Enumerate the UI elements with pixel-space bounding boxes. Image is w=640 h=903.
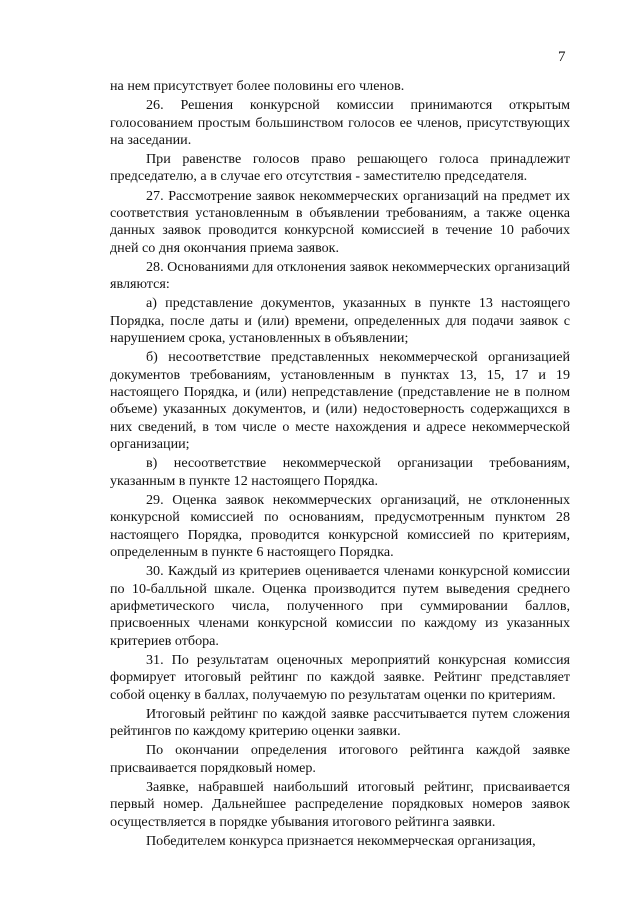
paragraph-first-number: Заявке, набравшей наибольший итоговый рейтинг, присваивается первый номер. Дальнейшее распределение порядковых номеров заявок осуществляется в порядке убывания итогового рейтинга заявки. [110, 778, 570, 830]
paragraph-item-28-a: а) представление документов, указанных в пункте 13 настоящего Порядка, после даты и (или) времени, определенных для подачи заявок с нарушением срока, установленных в объявлении; [110, 295, 570, 347]
paragraph-winner: Победителем конкурса признается некоммерческая организация, [146, 832, 536, 849]
page-number: 7 [558, 49, 566, 65]
paragraph-item-26: 26. Решения конкурсной комиссии принимаются открытым голосованием простым большинством голосов ее членов, присутствующих на заседании. [110, 97, 570, 148]
paragraph-item-30: 30. Каждый из критериев оценивается членами конкурсной комиссии по 10-балльной шкале. Оценка производится путем выведения среднего арифметического числа, полученного при суммировании баллов, присвоенных членами конкурсной комиссии по каждому из указанных критериев отбора. [110, 563, 570, 649]
paragraph-item-28-b: б) несоответствие представленных некоммерческой организацией документов требованиям, установленным в пунктах 13, 15, 17 и 19 настоящего Порядка, и (или) непредставление (представление не в полном объеме) указанных документов, и (или) недостоверность содержащихся в них сведений, в том числе о месте нахождения и адресе некоммерческой организации; [110, 349, 570, 453]
paragraph-item-28-v: в) несоответствие некоммерческой организации требованиям, указанным в пункте 12 настоящего Порядка. [110, 455, 570, 489]
document-body [110, 78, 570, 852]
paragraph-tie-vote: При равенстве голосов право решающего голоса принадлежит председателю, а в случае его отсутствия - заместителю председателя. [110, 151, 570, 185]
paragraph-item-29: 29. Оценка заявок некоммерческих организаций, не отклоненных конкурсной комиссией по основаниям, предусмотренным пунктом 28 настоящего Порядка, проводится конкурсной комиссией по критериям, определенным в пункте 6 настоящего Порядка. [110, 491, 570, 561]
paragraph-item-31: 31. По результатам оценочных мероприятий конкурсная комиссия формирует итоговый рейтинг по каждой заявке. Рейтинг представляет собой оценку в баллах, получаемую по результатам оценки по критериям. [110, 651, 570, 703]
paragraph-ordinal-number: По окончании определения итогового рейтинга каждой заявке присваивается порядковый номер. [110, 742, 570, 776]
paragraph-item-28: 28. Основаниями для отклонения заявок некоммерческих организаций являются: [110, 258, 570, 293]
paragraph-continuation: на нем присутствует более половины его членов. [110, 78, 405, 94]
paragraph-final-rating: Итоговый рейтинг по каждой заявке рассчитывается путем сложения рейтингов по каждому критерию оценки заявки. [110, 705, 570, 740]
paragraph-item-27: 27. Рассмотрение заявок некоммерческих организаций на предмет их соответствия установленным в объявлении требованиям, а также оценка данных заявок проводится конкурсной комиссией в течение 10 рабочих дней со дня окончания приема заявок. [110, 187, 570, 256]
